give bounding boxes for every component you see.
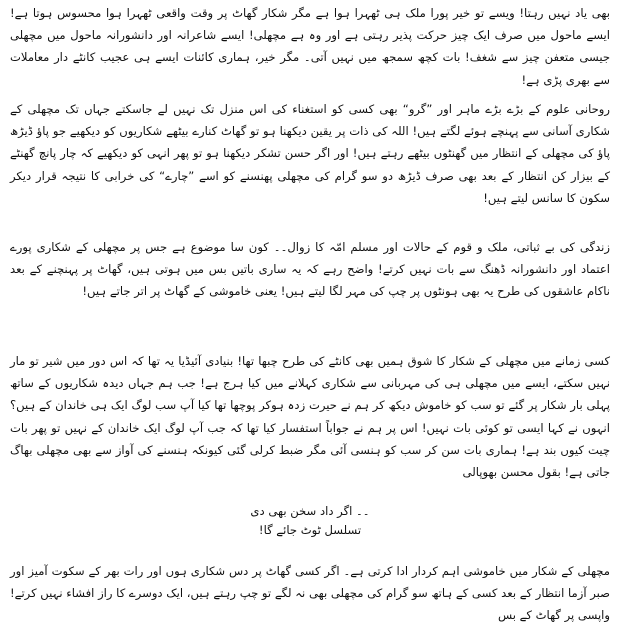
paragraph: روحانی علوم کے بڑے بڑے ماہر اور ”گرو“ بھی کسی کو استغناء کی اس منزل تک نہیں لے جاسکتے جہاں تک مچھلی کے شکاری آسانی سے پہنچے ہوئے لگتے ہیں! اللہ کی ذات پر یقین دیکھنا ہو تو گھاٹ کنارے بیٹھے شکاریوں کو دیکھیے جو پاؤ ڈیڑھ پاؤ کی مچھلی کے انتظار میں گھنٹوں بیٹھے رہتے ہیں! اور اگر حسن تشکر دیکھنا ہو تو پھر انہی کو دیکھیے کہ چار پانچ گھنٹے کے بیزار کن انتظار کے بعد بھی صرف ڈیڑھ دو سو گرام کی مچھلی پھنسنے کو اسے ”چارے“ کی خرابی کا نتیجہ قرار دیکر سکون کا سانس لیتے ہیں! (10, 102, 610, 205)
verse-line: ۔۔ اگر داد سخن بھی دی (250, 504, 370, 518)
paragraph: مچھلی کے شکار میں خاموشی اہم کردار ادا کرتی ہے۔ اگر کسی گھاٹ پر دس شکاری ہوں اور رات بھر کے سکوت آمیز اور صبر آزما انتظار کے بعد کسی کے ہاتھ سو گرام کی مچھلی بھی نہ لگے تو چپ رہتے ہیں، ایک دوسرے کا راز افشاء نہیں کرتے! واپسی پر گھاٹ کے بس (10, 564, 610, 623)
verse-line: تسلسل ٹوٹ جائے گا! (258, 523, 362, 537)
paragraph: بھی یاد نہیں رہتا! ویسے تو خیر پورا ملک ہی ٹھہرا ہوا ہے مگر شکار گھاٹ پر وقت واقعی ٹھہرا ہوا محسوس ہوتا ہے! ایسے ماحول میں صرف ایک چیز حرکت پذیر رہتی ہے اور وہ ہے مچھلی! ایسے شاعرانہ اور دانشورانہ ماحول میں مچھلی جیسی متعفن چیز سے شغف! بات کچھ سمجھ میں نہیں آتی۔ مگر خیر، ہماری کائنات ایسے ہی عجیب کانٹے دار معاملات سے بھری پڑی ہے! (10, 6, 610, 87)
paragraph: کسی زمانے میں مچھلی کے شکار کا شوق ہمیں بھی کانٹے کی طرح چبھا تھا! بنیادی آئیڈیا یہ تھا کہ اس دور میں شیر تو مار نہیں سکتے، ایسے میں مچھلی ہی کی مہربانی سے شکاری کہلانے میں کیا ہرج ہے! جب ہم جہاں دیدہ شکاریوں کے ساتھ پہلی بار شکار پر گئے تو سب کو خاموش دیکھ کر ہم نے حیرت زدہ ہوکر پوچھا تھا کیا آپ سب لوگ ایک ہی خاندان کے ہیں؟ انہوں نے کہا ایسی تو کوئی بات نہیں! اس پر ہم نے جواباً استفسار کیا تھا کہ جب آپ لوگ ایک خاندان کے نہیں تو پھر بات چیت کیوں بند ہے! ہماری بات سن کر سب کو ہنسی آئی مگر ضبط کرلی گئی کیونکہ ہنسنے کی آواز سے بھی مچھلی بھاگ جاتی ہے! بقول محسن بھوپالی (10, 354, 610, 480)
paragraph: زندگی کی بے ثباتی، ملک و قوم کے حالات اور مسلم امّہ کا زوال۔۔ کون سا موضوع ہے جس پر مچھلی کے شکاری پورے اعتماد اور دانشورانہ ڈھنگ سے بات نہیں کرتے! واضح رہے کہ یہ ساری باتیں بس میں ہوتی ہیں، گھاٹ پر پہنچنے کے بعد ناکام عاشقوں کی طرح یہ بھی ہونٹوں پر چپ کی مہر لگا لیتے ہیں! یعنی خاموشی کے گھاٹ پر اتر جاتے ہیں! (10, 240, 610, 299)
